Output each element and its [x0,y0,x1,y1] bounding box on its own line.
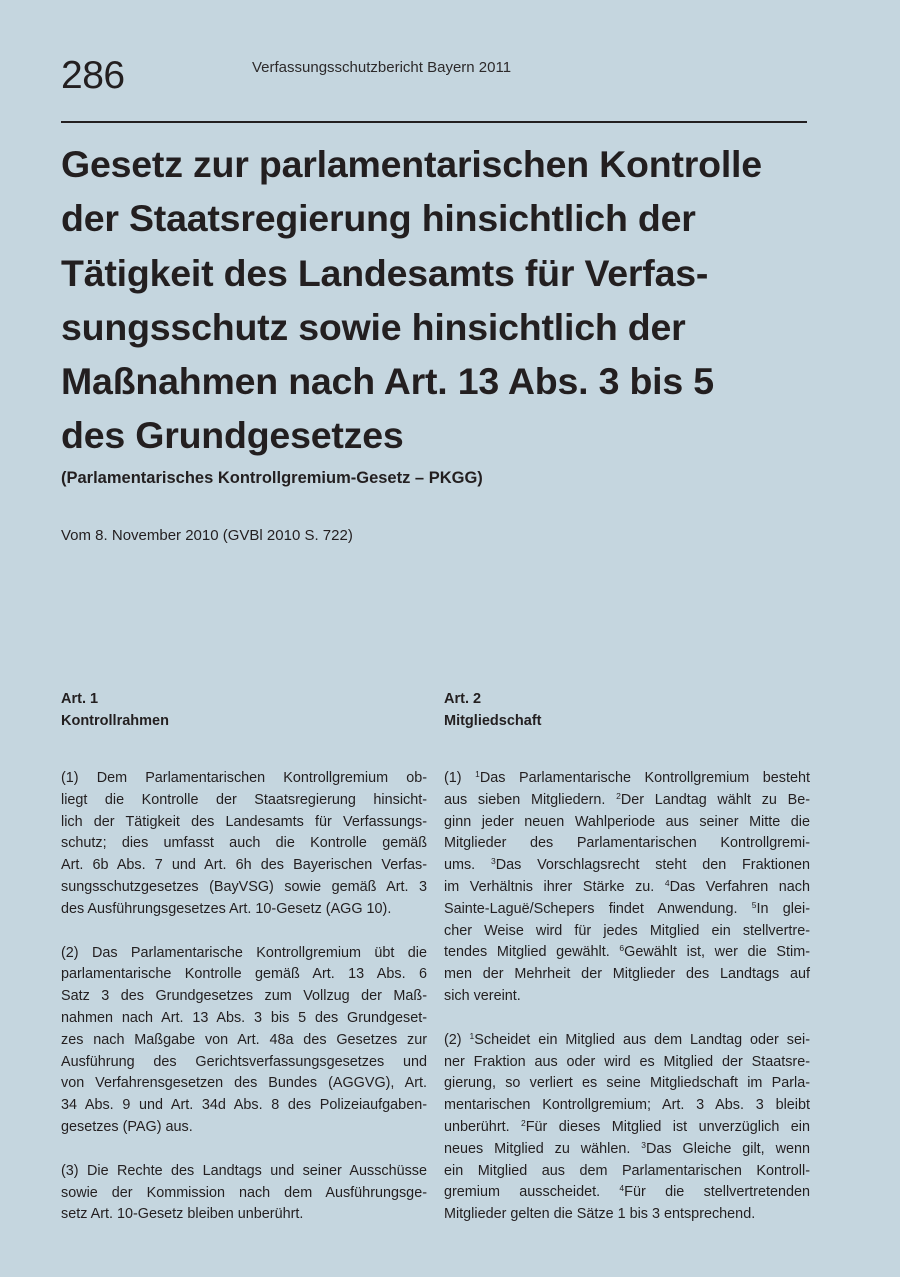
text-line: lich der Tätigkeit des Landesamts für Verfassungs- [61,813,427,830]
article-title: Kontrollrahmen [61,713,169,729]
text-line: (3) Die Rechte des Landtags und seiner Ausschüsse [61,1162,427,1179]
article-1-paragraph-1 [61,768,427,921]
law-date: Vom 8. November 2010 (GVBl 2010 S. 722) [61,527,353,544]
sentence-number: 1 [475,769,480,779]
text-line: schutz; dies umfasst auch die Kontrolle gemäß [61,835,427,852]
text-line [444,1095,810,1117]
article-2-paragraph-1 [444,768,810,1008]
sentence-number: 1 [469,1030,475,1041]
article-1-paragraph-3 [61,1161,427,1226]
law-title [61,137,821,463]
text-line [444,1117,810,1139]
text-segment: ums. [444,857,491,874]
text-segment: aus sieben Mitgliedern. [444,791,617,808]
text-line [444,899,810,921]
text-segment: sich vereint. [444,987,521,1004]
text-line [444,812,810,834]
text-segment: In glei- [756,900,810,917]
text-line: parlamentarische Kontrolle gemäß Art. 13 Abs. 6 [61,966,427,983]
page-number: 286 [61,54,125,97]
text-segment: Mitglieder gelten die Sätze 1 bis 3 entsprechend. [444,1206,756,1223]
text-segment: Mitglieder des Parlamentarischen Kontrollgremi- [444,835,810,852]
text-line [444,1073,810,1095]
text-segment: unberührt. [444,1118,522,1135]
sentence-number: 5 [751,899,757,910]
text-line [444,1139,810,1161]
text-line: Ausführung des Gerichtsverfassungsgesetzes und [61,1053,427,1070]
article-2 [444,688,810,1226]
text-segment: Das Verfahren nach [669,878,810,895]
text-segment: gremium ausscheidet. [444,1184,620,1201]
article-2-paragraph-2 [444,1030,810,1226]
text-line [444,768,810,790]
title-line: Gesetz zur parlamentarischen Kontrolle [61,143,762,185]
text-segment: men der Mehrheit der Mitglieder des Landtags auf [444,966,810,983]
text-segment: ginn jeder neuen Wahlperiode aus seiner Mitte die [444,813,810,830]
header-rule [61,121,807,123]
text-line [444,790,810,812]
text-line: sungsschutzgesetzes (BayVSG) sowie gemäß Art. 3 [61,878,427,895]
text-line: zes nach Maßgabe von Art. 48a des Gesetzes zur [61,1031,427,1048]
text-line [444,921,810,943]
text-line: 34 Abs. 9 und Art. 34d Abs. 8 des Polizeiaufgaben- [61,1097,427,1114]
text-segment: ner Fraktion aus oder wird es Mitglied der Staatsre- [444,1053,810,1070]
text-segment: mentarischen Kontrollgremium; Art. 3 Abs. 3 bleibt [444,1097,810,1114]
text-line [444,1161,810,1183]
title-line: Tätigkeit des Landesamts für Verfas- [61,251,709,294]
sentence-number: 3 [641,1139,647,1150]
article-1 [61,688,427,1226]
article-1-paragraph-2 [61,943,427,1139]
article-number: Art. 1 [61,691,99,707]
text-line: setz Art. 10-Gesetz bleiben unberührt. [61,1206,304,1223]
title-line: des Grundgesetzes [61,414,404,457]
text-segment: Das Parlamentarische Kontrollgremium besteht [479,770,810,786]
text-segment: Scheidet ein Mitglied aus dem Landtag oder sei- [474,1031,810,1048]
sentence-number: 4 [619,1183,625,1194]
article-title: Mitgliedschaft [444,713,542,729]
text-line: von Verfahrensgesetzen des Bundes (AGGVG), Art. [61,1075,427,1092]
text-line: (1) Dem Parlamentarischen Kontrollgremium ob- [61,770,427,786]
text-segment: neues Mitglied zu wählen. [444,1140,642,1157]
title-line: der Staatsregierung hinsichtlich der [61,197,696,240]
text-segment: tendes Mitglied gewählt. [444,944,620,961]
text-line [444,1030,810,1052]
text-segment: gierung, so verliert es seine Mitgliedschaft im Parla- [444,1075,810,1092]
sentence-number: 6 [619,943,625,954]
text-line [444,986,810,1008]
text-line: Art. 6b Abs. 7 und Art. 6h des Bayerischen Verfas- [61,857,427,874]
text-segment: Der Landtag wählt zu Be- [620,791,810,808]
article-1-heading [61,688,427,732]
text-segment: ein Mitglied aus dem Parlamentarischen Kontroll- [444,1162,810,1179]
sentence-number: 2 [521,1117,526,1128]
text-segment: Das Vorschlagsrecht steht den Fraktionen [495,857,810,874]
text-segment: Für dieses Mitglied ist unverzüglich ein [525,1118,810,1135]
text-line: gesetzes (PAG) aus. [61,1118,193,1135]
sentence-number: 2 [616,790,621,801]
text-segment: Für die stellvertretenden [624,1184,810,1201]
text-segment: Das Gleiche gilt, wenn [646,1140,810,1157]
text-line [444,964,810,986]
law-short-title: (Parlamentarisches Kontrollgremium-Gesetz – PKGG) [61,469,483,487]
running-header: Verfassungsschutzbericht Bayern 2011 [252,59,512,76]
title-line: Maßnahmen nach Art. 13 Abs. 3 bis 5 [61,360,714,403]
sentence-number: 3 [490,856,496,867]
text-segment: Sainte-Laguë/Schepers findet Anwendung. [444,900,752,917]
text-line [444,877,810,899]
text-line [444,1052,810,1074]
text-line: (2) Das Parlamentarische Kontrollgremium übt die [61,944,427,961]
text-line [444,1204,810,1226]
sentence-number: 4 [664,877,670,888]
text-line: sowie der Kommission nach dem Ausführungsge- [61,1184,427,1201]
text-line [444,855,810,877]
text-segment: cher Weise wird für jedes Mitglied ein stellvertre- [444,922,810,939]
text-line: nahmen nach Art. 13 Abs. 3 bis 5 des Grundgeset- [61,1009,427,1026]
article-2-heading [444,688,810,732]
text-line [444,1182,810,1204]
text-line [444,833,810,855]
article-number: Art. 2 [444,691,482,707]
text-line: liegt die Kontrolle der Staatsregierung hinsicht- [61,791,427,808]
text-segment: Gewählt ist, wer die Stim- [624,944,811,961]
text-segment: (1) [444,770,476,786]
text-line: des Ausführungsgesetzes Art. 10-Gesetz (AGG 10). [61,900,392,917]
text-segment: (2) [444,1031,470,1048]
text-line [444,942,810,964]
text-segment: im Verhältnis ihrer Stärke zu. [444,878,665,895]
title-line: sungsschutz sowie hinsichtlich der [61,305,686,348]
text-line: Satz 3 des Grundgesetzes zum Vollzug der Maß- [61,988,427,1005]
